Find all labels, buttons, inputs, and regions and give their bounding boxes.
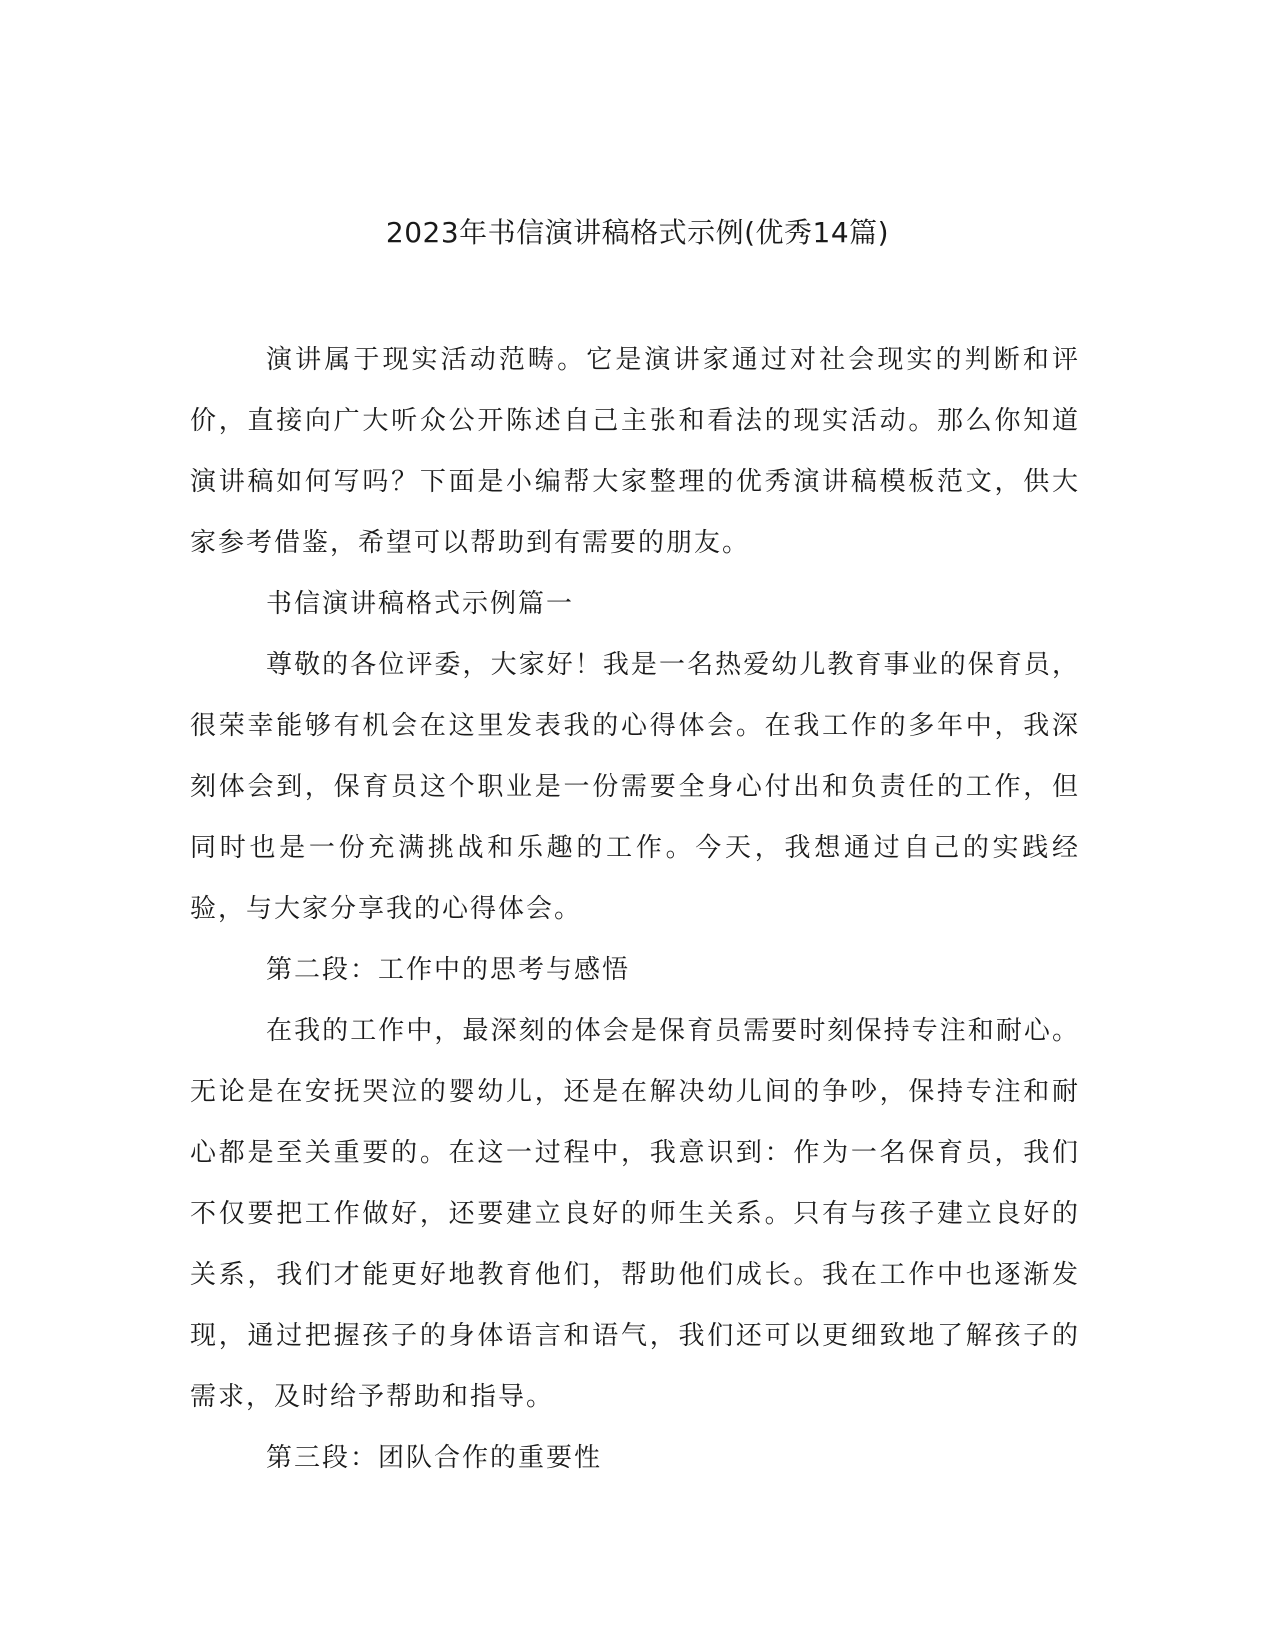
document-title: 2023年书信演讲稿格式示例(优秀14篇) [385, 216, 890, 249]
body-paragraph-2: 在我的工作中，最深刻的体会是保育员需要时刻保持专注和耐心。无论是在安抚哭泣的婴幼儿，还是在解决幼儿间的争吵，保持专注和耐心都是至关重要的。在这一过程中，我意识到：作为一名保育员，我们不仅要把工作做好，还要建立良好的师生关系。只有与孩子建立良好的关系，我们才能更好地教育他们，帮助他们成长。我在工作中也逐渐发现，通过把握孩子的身体语言和语气，我们还可以更细致地了解孩子的需求，及时给予帮助和指导。 [190, 1016, 1080, 1412]
intro-paragraph: 演讲属于现实活动范畴。它是演讲家通过对社会现实的判断和评价，直接向广大听众公开陈述自己主张和看法的现实活动。那么你知道演讲稿如何写吗？下面是小编帮大家整理的优秀演讲稿模板范文，供大家参考借鉴，希望可以帮助到有需要的朋友。 [190, 345, 1080, 558]
section-heading-2: 第二段：工作中的思考与感悟 [266, 955, 631, 985]
section-heading-1: 书信演讲稿格式示例篇一 [266, 589, 575, 619]
document-body [190, 330, 1080, 1489]
body-paragraph-1: 尊敬的各位评委，大家好！我是一名热爱幼儿教育事业的保育员，很荣幸能够有机会在这里发表我的心得体会。在我工作的多年中，我深刻体会到，保育员这个职业是一份需要全身心付出和负责任的工作，但同时也是一份充满挑战和乐趣的工作。今天，我想通过自己的实践经验，与大家分享我的心得体会。 [190, 650, 1080, 924]
section-heading-3: 第三段：团队合作的重要性 [266, 1443, 603, 1473]
